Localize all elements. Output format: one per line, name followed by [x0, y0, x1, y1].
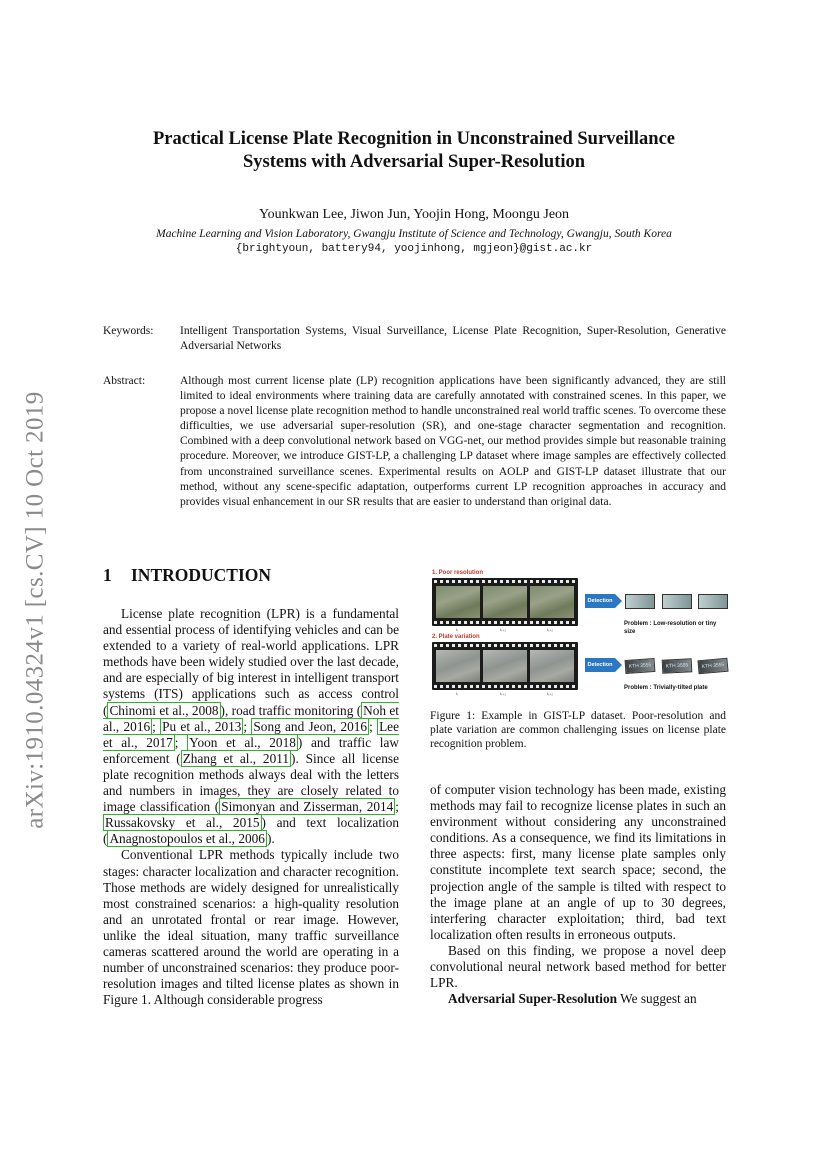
citation-link[interactable]: Russakovsky et al., 2015	[105, 815, 260, 831]
intro-paragraph-2: Conventional LPR methods typically include two stages: character localization and character recognition. Those methods are widely designed for unrealistically most constrained scenarios: a high-quality resolution and an unrotated frontal or rear image. However, unlike the ideal situation, many traffic surveillance cameras scattered around the world are operating in a number of unconstrained scenarios: they produce poor-resolution images and tilted license plates as shown in Figure 1. Although considerable progress	[103, 847, 399, 1008]
paragraph-heading: Adversarial Super-Resolution	[448, 991, 618, 1007]
section-heading	[103, 565, 271, 586]
filmstrip-row2	[432, 642, 578, 690]
frame-label: Iₜ₊₂	[547, 691, 553, 696]
citation-link[interactable]: Chinomi et al., 2008	[109, 702, 219, 718]
video-frame	[483, 586, 527, 618]
right-paragraph-3	[430, 991, 726, 1007]
text-run: We suggest an	[617, 991, 697, 1007]
citation-link[interactable]: Pu et al., 2013	[162, 718, 242, 734]
right-column	[430, 782, 726, 1007]
abstract-text: Although most current license plate (LP) recognition applications have been significantly advanced, they are still limited to ideal environments where training data are carefully annotated with constrained scenes. In this paper, we propose a novel license plate recognition method to handle unconstrained real world traffic scenes. To overcome these difficulties, we use adversarial super-resolution (SR), and one-stage character segmentation and recognition. Combined with a deep convolutional network based on VGG-net, our method provides simple but reasonable training procedure. Moreover, we introduce GIST-LP, a challenging LP dataset where image samples are effectively collected from unconstrained surveillance scenes. Experimental results on AOLP and GIST-LP dataset illustrate that our method, without any scene-specific adaptation, outperforms current LP recognition approaches in accuracy and provides visual enhancement in our SR results that are easier to understand than original data.	[180, 375, 726, 508]
text-run: ;	[243, 718, 252, 734]
intro-paragraph-1	[103, 606, 399, 847]
plate-crop: KTH 3555	[697, 658, 728, 675]
text-run: ), road traffic monitoring (	[220, 702, 362, 718]
frame-label: Iₜ₊₁	[500, 691, 506, 696]
text-run: ). Since all license plate recognition methods always deal with the letters and numbers in images, they are closely related to image classification (	[103, 750, 399, 815]
paper-title	[104, 128, 724, 174]
citation-link[interactable]: Yoon et al., 2018	[189, 734, 296, 750]
text-run: License plate recognition (LPR) is a fundamental and essential process of identifying vehicles and can be extended to a variety of real-world applications. LPR methods have been widely studied over the last decade, and are especially of big interest in intelligent transport systems (ITS) applications such as access control (	[103, 606, 399, 718]
plate-crop	[698, 594, 728, 609]
abstract-label: Abstract:	[103, 375, 146, 387]
section-title: INTRODUCTION	[131, 565, 272, 585]
frame-label: Iₜ	[456, 691, 459, 696]
author-list: Younkwan Lee, Jiwon Jun, Yoojin Hong, Moongu Jeon	[258, 207, 570, 222]
figure-1	[430, 568, 726, 700]
citation-link[interactable]: Anagnostopoulos et al., 2006	[109, 831, 265, 847]
keywords-text: Intelligent Transportation Systems, Visual Surveillance, License Plate Recognition, Super-Resolution, Generative Adversarial Networks	[180, 325, 726, 353]
frame-label: Iₜ₊₁	[500, 627, 506, 632]
plate-crop	[625, 594, 655, 609]
text-run: ;	[395, 799, 399, 815]
left-column	[103, 606, 399, 1008]
problem-label-2: Problem : Trivially-tilted plate	[624, 685, 708, 691]
text-run: ;	[174, 734, 188, 750]
sprocket-bottom	[434, 621, 576, 624]
frame-label: Iₜ	[456, 627, 459, 632]
frame-label: Iₜ₊₂	[547, 627, 553, 632]
citation-link[interactable]: Zhang et al., 2011	[182, 750, 290, 766]
figure-caption: Figure 1: Example in GIST-LP dataset. Poor-resolution and plate variation are common challenging issues on license plate recognition problem.	[430, 710, 726, 751]
arxiv-identifier: arXiv:1910.04324v1 [cs.CV] 10 Oct 2019	[22, 391, 49, 829]
figure-row1-label: 1. Poor resolution	[432, 570, 484, 576]
plate-crop: KTH 3555	[662, 658, 693, 674]
video-frame	[436, 650, 480, 682]
video-frame	[530, 650, 574, 682]
citation-link[interactable]: Lee et al., 2017	[103, 718, 399, 750]
affiliation: Machine Learning and Vision Laboratory, Gwangju Institute of Science and Technology, Gwangju, South Korea	[156, 228, 672, 240]
filmstrip-row1	[432, 578, 578, 626]
right-paragraph-2: Based on this finding, we propose a novel deep convolutional neural network based method for better LPR.	[430, 942, 726, 991]
detection-box: Detection	[585, 658, 615, 672]
sprocket-top	[434, 644, 576, 647]
sprocket-top	[434, 580, 576, 583]
figure-row2-label: 2. Plate variation	[432, 634, 480, 640]
plate-crop: KTH 3555	[625, 658, 656, 674]
author-emails: {brightyoun, battery94, yoojinhong, mgjeon}@gist.ac.kr	[235, 243, 593, 255]
text-run: ;	[369, 718, 378, 734]
arxiv-sidebar	[14, 370, 58, 850]
text-run: ;	[152, 718, 161, 734]
citation-link[interactable]: Simonyan and Zisserman, 2014	[221, 799, 394, 815]
video-frame	[436, 586, 480, 618]
section-number: 1	[103, 565, 112, 585]
right-paragraph-1: of computer vision technology has been made, existing methods may fail to recognize license plates in such an environment without considering any unconstrained conditions. As a consequence, we find its limitations in three aspects: first, many license plate samples only constitute incomplete text search space; second, the projection angle of the sample is tilted with respect to the image plane at an angle of up to 30 degrees, interfering character exploitation; third, bad text localization often results in erroneous outputs.	[430, 782, 726, 942]
detection-box: Detection	[585, 594, 615, 608]
keywords-label: Keywords:	[103, 325, 154, 337]
citation-link[interactable]: Song and Jeon, 2016	[253, 718, 368, 734]
arrow-right-icon	[615, 594, 622, 608]
text-run: ) and traffic law enforcement (	[103, 734, 399, 766]
title-line-1: Practical License Plate Recognition in Unconstrained Surveillance	[152, 129, 676, 149]
text-run: ) and text localization (	[103, 815, 399, 847]
video-frame	[530, 586, 574, 618]
problem-label-1: Problem : Low-resolution or tiny size	[624, 621, 717, 635]
title-line-2: Systems with Adversarial Super-Resolution	[242, 152, 586, 172]
text-run: ).	[266, 831, 275, 847]
plate-crop	[662, 594, 692, 609]
citation-link[interactable]: Noh et al., 2016	[103, 702, 400, 734]
sprocket-bottom	[434, 685, 576, 688]
arrow-right-icon	[615, 658, 622, 672]
video-frame	[483, 650, 527, 682]
